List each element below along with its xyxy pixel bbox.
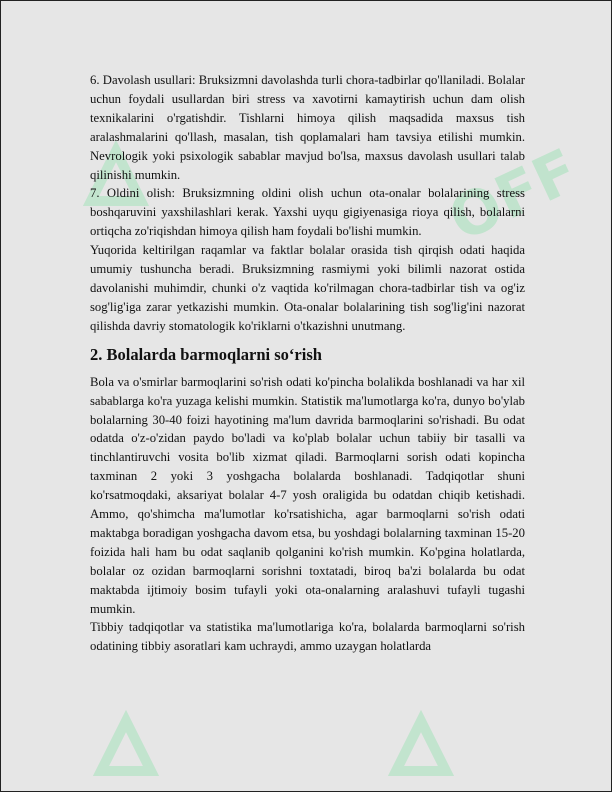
section-heading: 2. Bolalarda barmoqlarni so‘rish [90, 344, 322, 364]
paragraph-medical-research: Tibbiy tadqiqotlar va statistika ma'lumotlariga ko'ra, bolalarda barmoqlarni so'rish odatining tibbiy asoratlari kam uchraydi, ammo uzaygan holatlarda [90, 620, 525, 654]
paragraph-treatment: 6. Davolash usullari: Bruksizmni davolashda turli chora-tadbirlar qo'llaniladi. Bolalar uchun foydali usullardan biri stress va xavotirni kamaytirish uchun dam olish texnikalarini o'rgatishdir. Tishlarni himoya qilish maqsadida maxsus tish aralashmalarini qo'llash, masalan, tish qoplamalari ham tavsiya etilishi mumkin. Nevrologik yoki psixologik sabablar mavjud bo'lsa, maxsus davolash usullari talab qilinishi mumkin. [90, 73, 525, 182]
document-body [90, 71, 525, 656]
paragraph-prevention: 7. Oldini olish: Bruksizmning oldini olish uchun ota-onalar bolalarining stress boshqaruvini yaxshilashlari kerak. Yaxshi uyqu gigiyenasiga rioya qilish, bolalarni ortiqcha zo'riqishdan himoya qilish ham foydali bo'lishi mumkin. [90, 186, 525, 239]
svg-text:OFF: OFF [438, 135, 589, 256]
paragraph-thumb-sucking: Bola va o'smirlar barmoqlarini so'rish odati ko'pincha bolalikda boshlanadi va har xil sabablarga ko'ra yuzaga kelishi mumkin. Statistik ma'lumotlarga ko'ra, dunyo bo'ylab bolalarning 30-40 foizi hayotining ma'lum davrida barmoqlarini so'rishadi. Bu odat odatda o'z-o'zidan paydo bo'ladi va ko'plab bolalar uchun tabiiy bir tasalli va tinchlantiruvchi vosita bo'lib xizmat qiladi. Barmoqlarni sorish odati kopincha taxminan 2 yoki 3 yoshgacha bolalarda boshlanadi. Tadqiqotlar shuni ko'rsatmoqdaki, aksariyat bolalar 4-7 yosh oraligida bu odatdan chiqib ketishadi. Ammo, qo'shimcha ma'lumotlar ko'rsatishicha, agar barmoqlarni so'rish odati maktabga boradigan yoshgacha davom etsa, bu yoshdagi bolalarning taxminan 15-20 foizida hali ham bu odat saqlanib qolganini ko'rish mumkin. Ko'pgina holatlarda, bolalar oz ozidan barmoqlarni sorishni toxtatadi, biroq ba'zi bolalarda bu odat maktabda ijtimoiy bosim tufayli yoki ota-onalarning aralashuvi tufayli tugashi mumkin. [90, 374, 525, 616]
watermark-bottom-left-icon [91, 711, 161, 781]
paragraph-summary: Yuqorida keltirilgan raqamlar va faktlar bolalar orasida tish qirqish odati haqida umumiy tushuncha beradi. Bruksizmning rasmiymi yoki bilimli nazorat ostida davolanishi muhimdir, chunki o'z vaqtida ko'rilmagan chora-tadbirlar tish va og'iz sog'lig'iga zarar yetkazishi mumkin. Ota-onalar bolalarining tish sog'lig'ini nazorat qilishda davriy stomatologik ko'riklarni o'tkazishni unutmang. [90, 243, 525, 333]
watermark-bottom-right-icon [386, 711, 456, 781]
